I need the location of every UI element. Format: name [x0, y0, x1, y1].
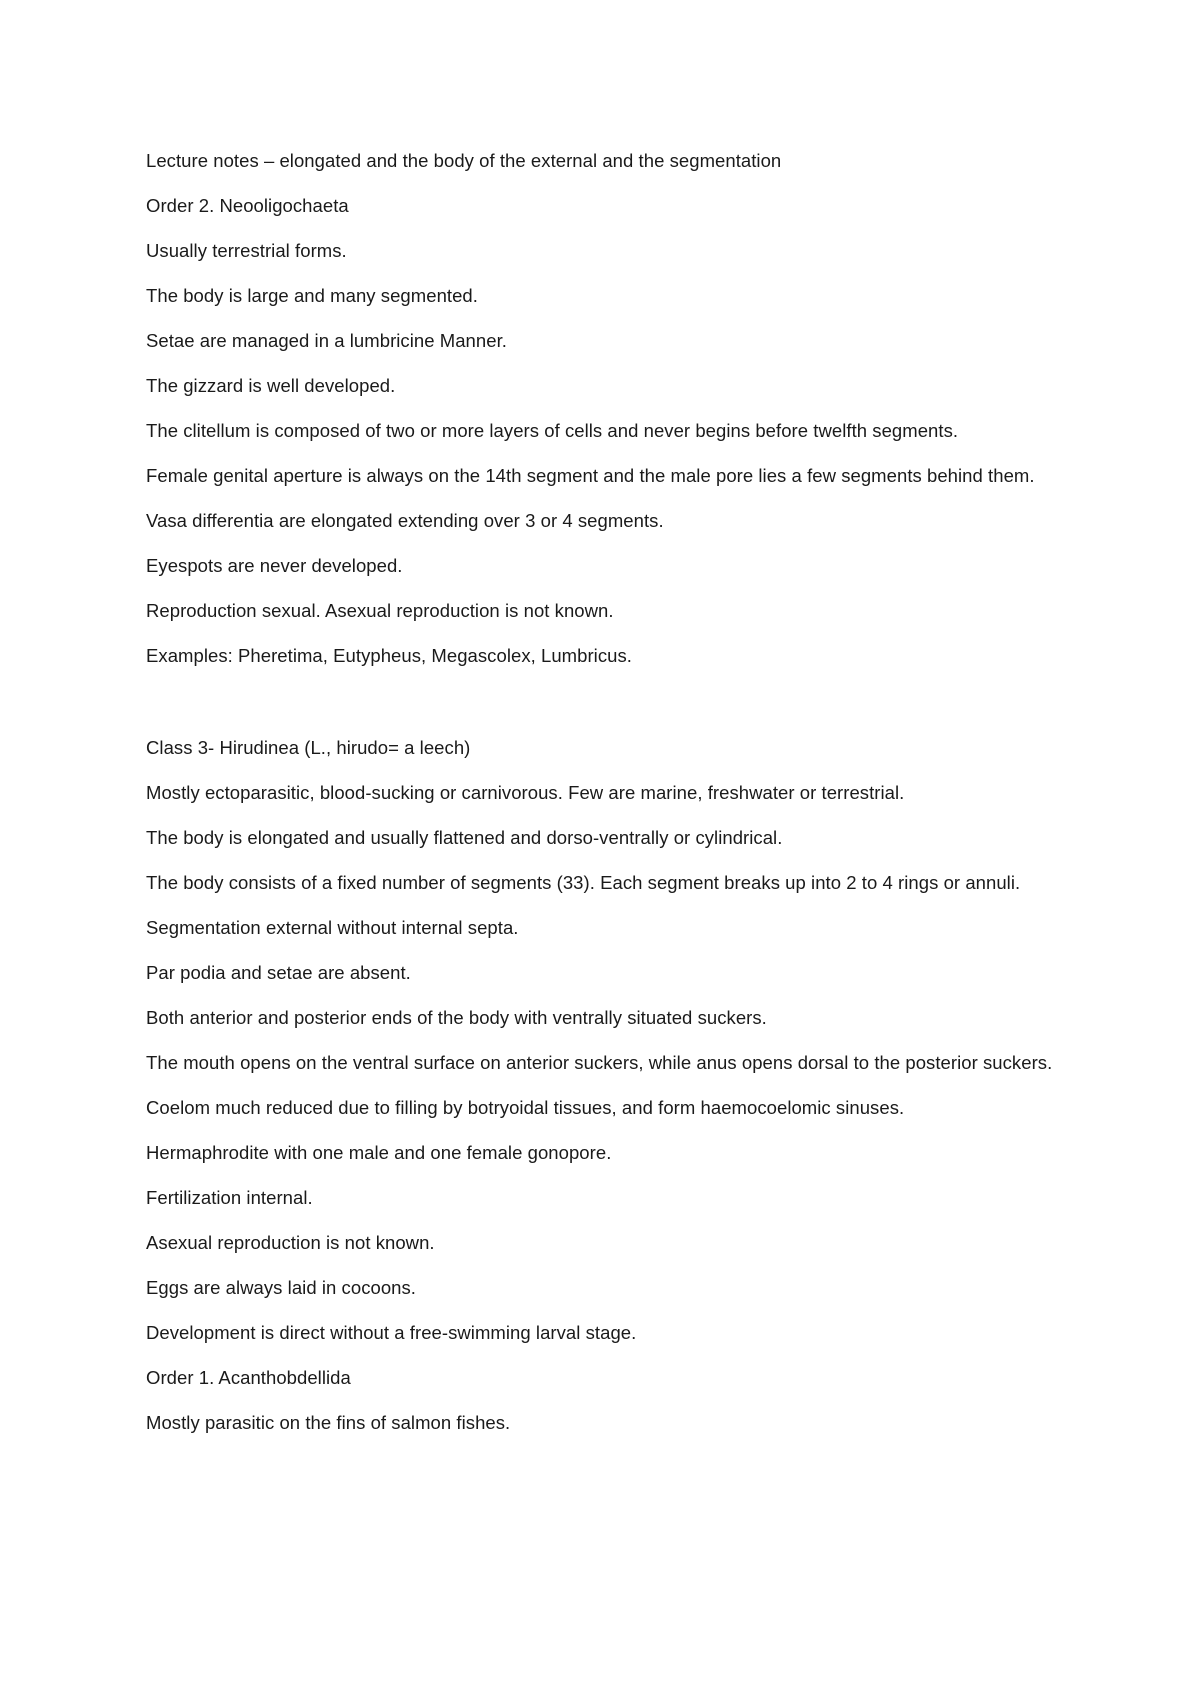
paragraph: Setae are managed in a lumbricine Manner.	[146, 330, 507, 351]
paragraph: The clitellum is composed of two or more layers of cells and never begins before twelfth segments.	[146, 420, 959, 441]
paragraph: Segmentation external without internal septa.	[146, 917, 519, 938]
paragraph: Mostly ectoparasitic, blood-sucking or carnivorous. Few are marine, freshwater or terrestrial.	[146, 782, 905, 803]
paragraph: Eggs are always laid in cocoons.	[146, 1277, 416, 1298]
paragraph: The gizzard is well developed.	[146, 375, 396, 396]
paragraph: Coelom much reduced due to filling by botryoidal tissues, and form haemocoelomic sinuses.	[146, 1097, 905, 1118]
paragraph: Hermaphrodite with one male and one female gonopore.	[146, 1142, 612, 1163]
paragraph: Female genital aperture is always on the 14th segment and the male pore lies a few segments behind them.	[146, 465, 1035, 486]
paragraph: Reproduction sexual. Asexual reproduction is not known.	[146, 600, 614, 621]
paragraph: Usually terrestrial forms.	[146, 240, 347, 261]
document-body	[146, 146, 1076, 1453]
order-2-heading: Order 2. Neooligochaeta	[146, 195, 349, 216]
paragraph: Examples: Pheretima, Eutypheus, Megascolex, Lumbricus.	[146, 645, 632, 666]
paragraph: Vasa differentia are elongated extending over 3 or 4 segments.	[146, 510, 664, 531]
paragraph: Par podia and setae are absent.	[146, 962, 411, 983]
paragraph: The body is large and many segmented.	[146, 285, 478, 306]
paragraph: Asexual reproduction is not known.	[146, 1232, 435, 1253]
order-1-heading: Order 1. Acanthobdellida	[146, 1367, 351, 1388]
paragraph: Development is direct without a free-swimming larval stage.	[146, 1322, 637, 1343]
paragraph: The body is elongated and usually flattened and dorso-ventrally or cylindrical.	[146, 827, 783, 848]
paragraph: Mostly parasitic on the fins of salmon fishes.	[146, 1412, 511, 1433]
paragraph: Both anterior and posterior ends of the body with ventrally situated suckers.	[146, 1007, 767, 1028]
paragraph: Eyespots are never developed.	[146, 555, 403, 576]
paragraph: Fertilization internal.	[146, 1187, 313, 1208]
class-3-heading: Class 3- Hirudinea (L., hirudo= a leech)	[146, 737, 471, 758]
paragraph: The body consists of a fixed number of segments (33). Each segment breaks up into 2 to 4 rings or annuli.	[146, 872, 1021, 893]
lecture-notes-title: Lecture notes – elongated and the body of the external and the segmentation	[146, 150, 782, 171]
section-spacer	[146, 686, 1076, 733]
paragraph: The mouth opens on the ventral surface on anterior suckers, while anus opens dorsal to the posterior suckers.	[146, 1052, 1053, 1073]
